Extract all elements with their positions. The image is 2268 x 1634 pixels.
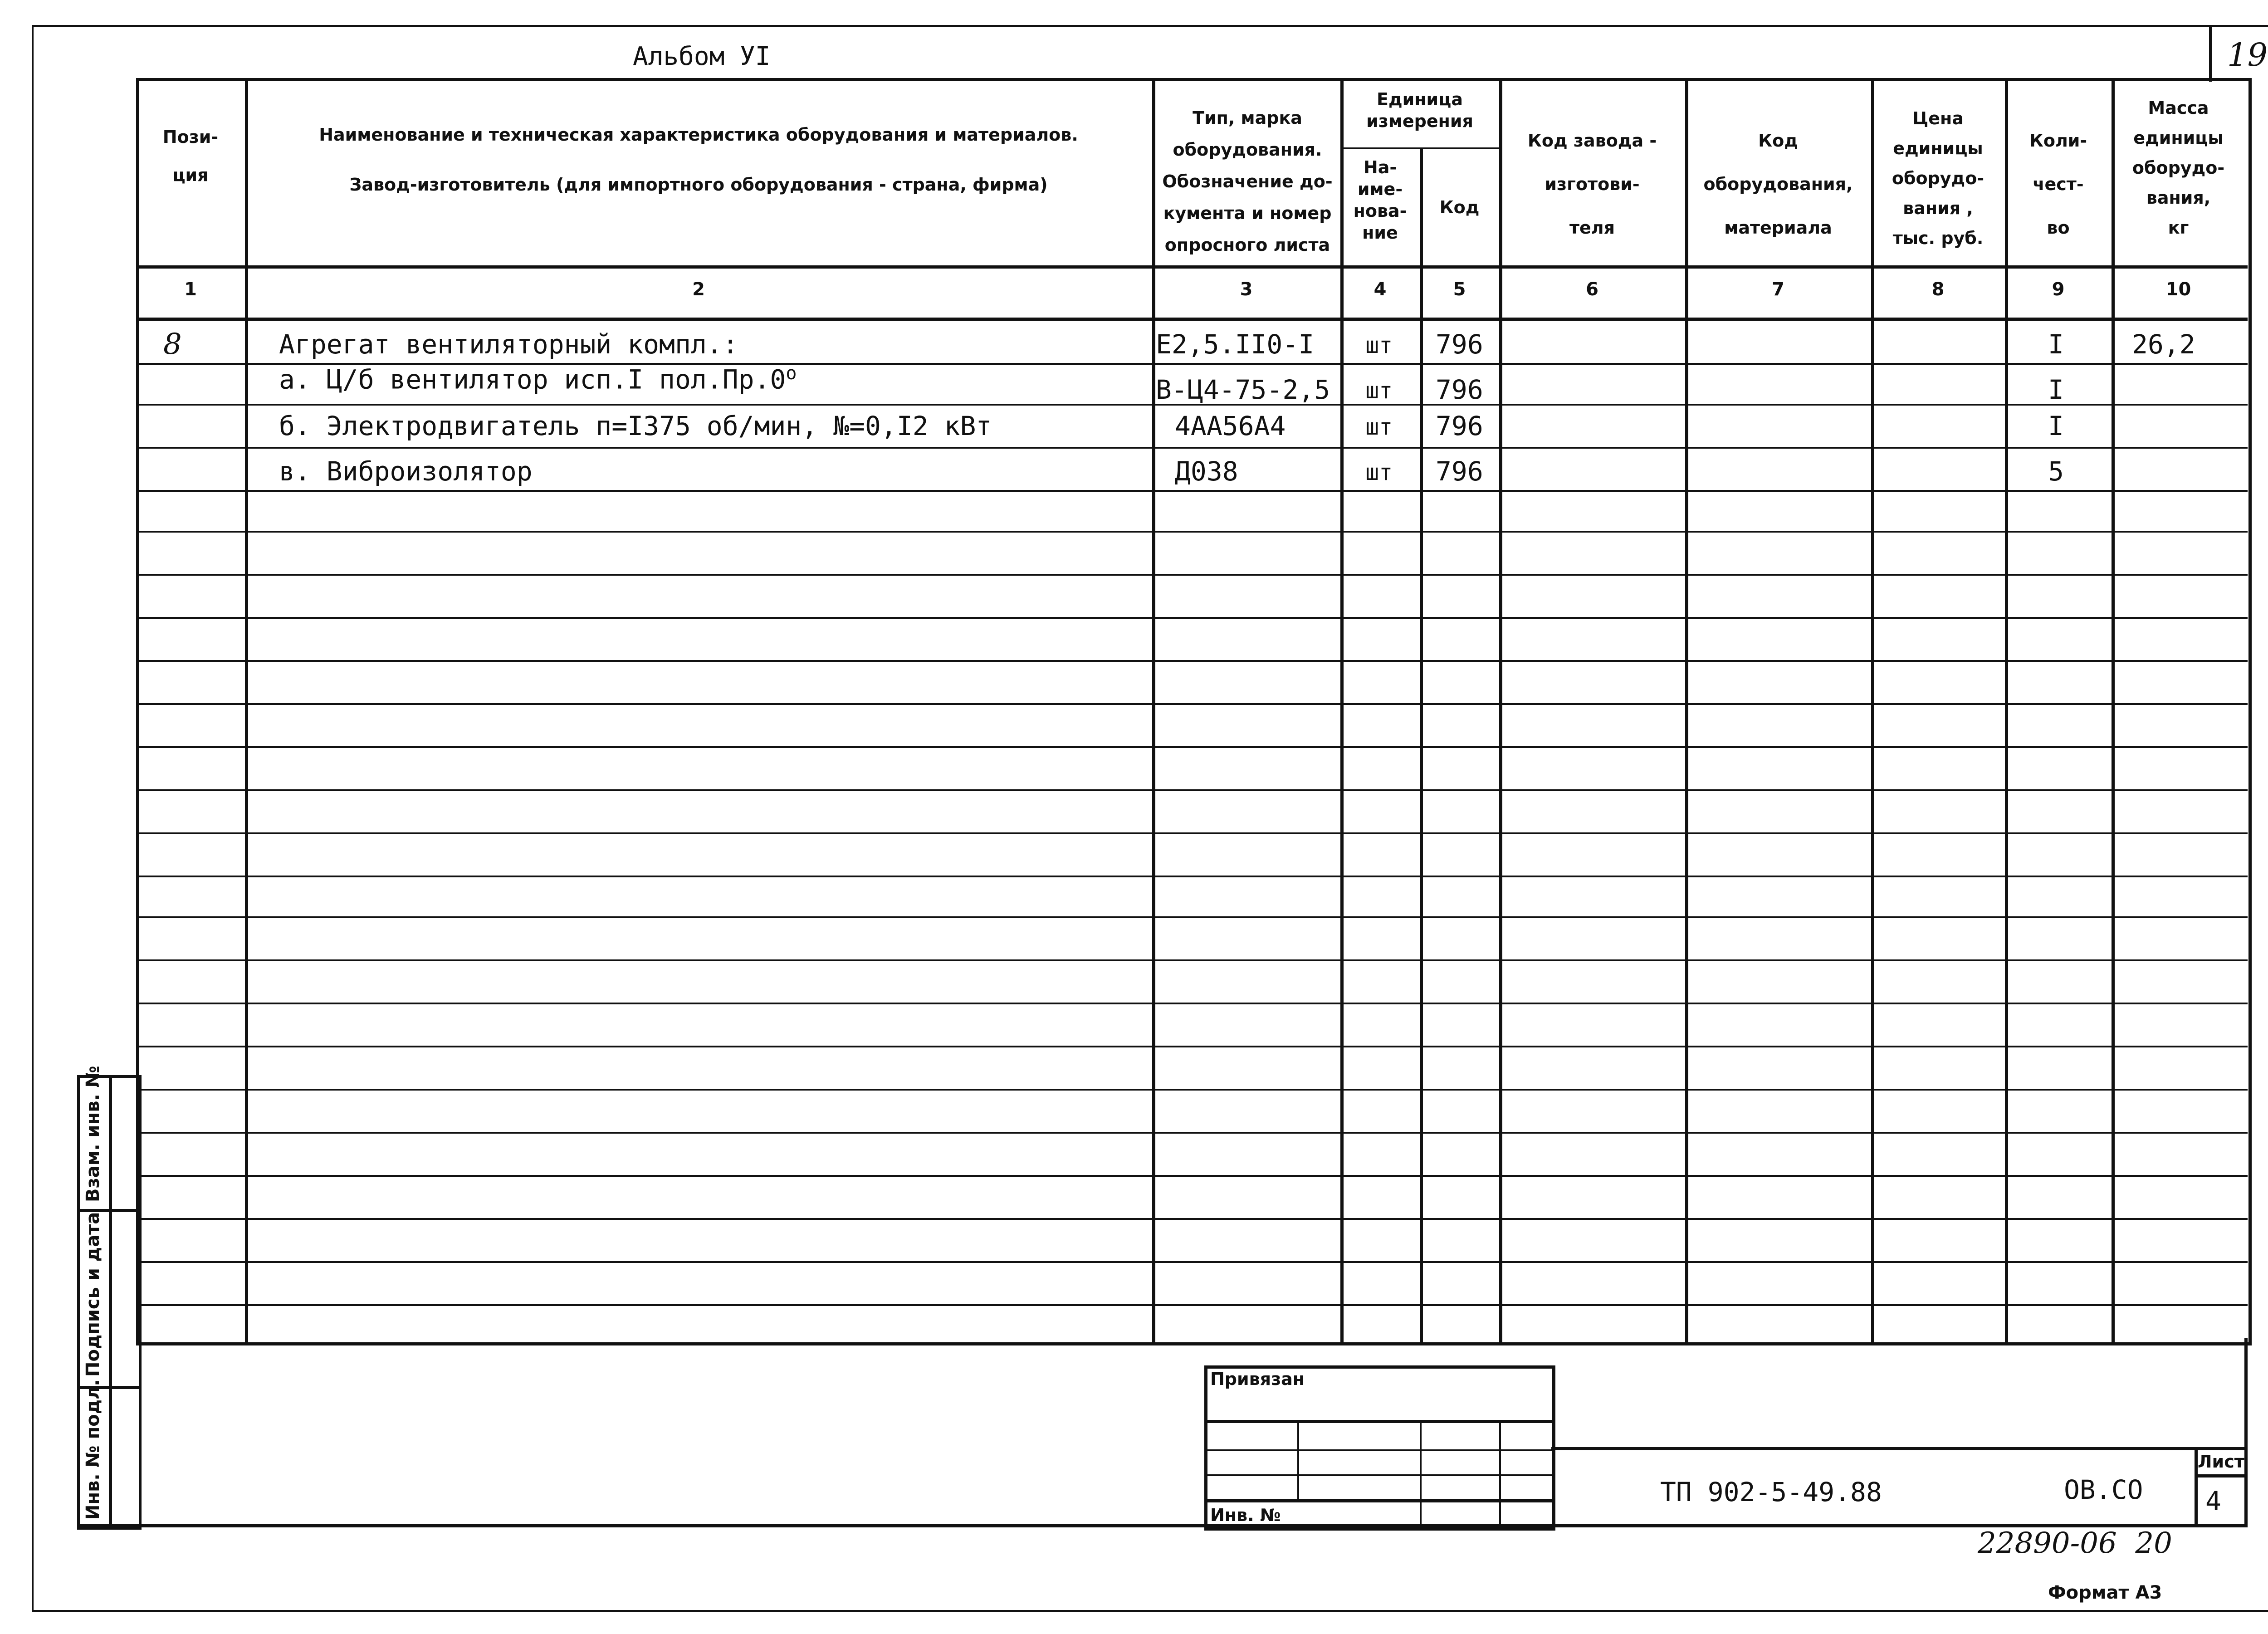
header-col6-line1: Код завода -: [1527, 131, 1657, 151]
header-col3: [1154, 102, 1340, 261]
row4-type: Д038: [1175, 456, 1238, 487]
header-unit-group: [1340, 88, 1499, 132]
row-line: [136, 1003, 2248, 1004]
album-title: Альбом УI: [633, 42, 771, 71]
header-col8-line5: тыс. руб.: [1892, 228, 1984, 248]
header-col6-line3: теля: [1569, 218, 1615, 238]
header-col3-line1: Тип, марка: [1193, 108, 1302, 128]
privyazan-vline-2: [1420, 1420, 1422, 1526]
header-col2-line1: Наименование и техническая характеристика оборудования и материалов.: [319, 125, 1078, 145]
header-col5: Код: [1439, 197, 1480, 217]
col-line-9: [2112, 78, 2115, 1344]
row1-code: 796: [1436, 329, 1483, 360]
header-col1: [136, 122, 245, 190]
header-col9-line1: Коли-: [2029, 131, 2087, 151]
header-col8-line3: оборудо-: [1892, 168, 1984, 188]
row-line: [136, 531, 2248, 533]
row3-unit: шт: [1365, 414, 1393, 440]
page-number-box-left: [2209, 25, 2212, 82]
side-label-inv: Инв. № подл.: [83, 1379, 103, 1520]
privyazan-label: Привязан: [1210, 1369, 1305, 1389]
list-box-mid: [2195, 1474, 2247, 1477]
col-line-6: [1685, 78, 1688, 1344]
title-block-top: [1551, 1447, 2248, 1450]
row3-code: 796: [1436, 411, 1483, 441]
bottom-frame-right: [2244, 1338, 2248, 1527]
row2-code: 796: [1436, 374, 1483, 405]
bottom-frame-line: [77, 1524, 2248, 1527]
row1-unit: шт: [1365, 332, 1393, 358]
row-line: [136, 1304, 2248, 1306]
col-line-5: [1499, 78, 1502, 1344]
row2-type: В-Ц4-75-2,5: [1156, 374, 1330, 405]
header-col9: [2005, 119, 2112, 250]
header-col7: [1685, 119, 1871, 250]
privyazan-line-2: [1204, 1449, 1554, 1451]
doc-code: ТП 902-5-49.88: [1660, 1477, 1882, 1507]
row-line: [136, 959, 2248, 961]
column-number-2: 2: [692, 279, 705, 300]
col-line-7: [1871, 78, 1874, 1344]
row1-mass: 26,2: [2132, 329, 2195, 360]
column-number-10: 10: [2165, 279, 2191, 300]
row-line: [136, 1132, 2248, 1134]
row-line: [136, 876, 2248, 877]
header-col10-line3: оборудо-: [2132, 158, 2225, 178]
header-col2-line2: Завод-изготовитель (для импортного оборудования - страна, фирма): [349, 175, 1048, 195]
header-col2: [254, 120, 1143, 199]
header-col10-line2: единицы: [2133, 128, 2224, 148]
header-col3-line5: опросного листа: [1164, 235, 1330, 255]
col-line-1: [245, 78, 248, 1344]
row3-name: б. Электродвигатель п=I375 об/мин, №=0,I2 кВт: [279, 411, 992, 441]
privyazan-line-4: [1204, 1499, 1554, 1502]
row1-name: Агрегат вентиляторный компл.:: [279, 329, 738, 360]
row-line: [136, 617, 2248, 619]
row2-unit: шт: [1365, 377, 1393, 404]
header-col7-line2: оборудования,: [1703, 174, 1853, 194]
column-number-3: 3: [1240, 279, 1253, 300]
row-line: [136, 1175, 2248, 1177]
row-line: [136, 789, 2248, 791]
col-line-3: [1340, 78, 1344, 1344]
header-col6-line2: изготови-: [1545, 174, 1640, 194]
column-number-line: [136, 318, 2248, 321]
header-col10-line1: Масса: [2148, 98, 2209, 118]
header-col4: [1340, 157, 1420, 244]
header-unit-group-line1: Единица: [1377, 89, 1463, 109]
page-number-handwritten: 19: [2227, 36, 2268, 73]
row-line: [136, 1218, 2248, 1220]
privyazan-line-1: [1204, 1420, 1554, 1423]
header-col1-line1: Пози-: [162, 127, 219, 147]
row1-position: 8: [163, 328, 182, 361]
row-line: [136, 746, 2248, 748]
column-number-9: 9: [2052, 279, 2065, 300]
column-number-5: 5: [1453, 279, 1466, 300]
list-number: 4: [2205, 1486, 2221, 1517]
row-line: [136, 574, 2248, 576]
row4-name: в. Виброизолятор: [279, 456, 533, 487]
header-col9-line2: чест-: [2033, 174, 2084, 194]
row-line: [136, 660, 2248, 662]
header-col10-line4: вания,: [2146, 188, 2211, 208]
header-col4-line3: нова-: [1353, 201, 1407, 221]
header-col4-line1: На-: [1363, 157, 1397, 177]
privyazan-line-3: [1204, 1474, 1554, 1476]
row-line: [136, 703, 2248, 705]
row-line: [136, 916, 2248, 918]
privyazan-vline-1: [1297, 1420, 1299, 1499]
privyazan-vline-3: [1499, 1420, 1501, 1526]
header-col6: [1499, 119, 1685, 250]
column-number-1: 1: [184, 279, 197, 300]
row4-unit: шт: [1365, 459, 1393, 485]
col-line-2: [1152, 78, 1155, 1344]
row-line: [136, 1046, 2248, 1047]
row2-name: [279, 363, 797, 395]
header-col1-line2: ция: [172, 165, 209, 185]
header-unit-group-line2: измерения: [1366, 111, 1473, 131]
side-label-vzam: Взам. инв. №: [83, 1066, 103, 1202]
row1-qty: I: [2048, 329, 2064, 360]
header-col9-line3: во: [2047, 218, 2070, 238]
header-col7-line3: материала: [1724, 218, 1832, 238]
row-line: [136, 490, 2248, 492]
header-col4-line4: ние: [1362, 223, 1398, 243]
header-col8-line1: Цена: [1912, 108, 1964, 128]
bottom-handwritten-number: 22890-06 20: [1978, 1526, 2172, 1560]
column-number-8: 8: [1931, 279, 1945, 300]
format-label: Формат А3: [2048, 1582, 2162, 1603]
header-col3-line3: Обозначение до-: [1162, 171, 1333, 191]
row2-qty: I: [2048, 374, 2064, 405]
column-number-6: 6: [1586, 279, 1598, 300]
row-line: [136, 1261, 2248, 1263]
header-col3-line4: кумента и номер: [1163, 203, 1332, 223]
row2-name-sup: о: [786, 363, 797, 384]
list-label: Лист: [2198, 1452, 2244, 1472]
header-col10: [2112, 93, 2245, 243]
inv-no-label: Инв. №: [1210, 1505, 1281, 1525]
header-col8-line2: единицы: [1893, 138, 1983, 158]
column-number-7: 7: [1772, 279, 1784, 300]
row3-qty: I: [2048, 411, 2064, 441]
row1-type: Е2,5.II0-I: [1156, 329, 1315, 360]
sheet-code: ОВ.СО: [2064, 1474, 2143, 1505]
header-col8: [1871, 103, 2005, 253]
row-line: [136, 832, 2248, 834]
column-number-4: 4: [1374, 279, 1387, 300]
header-col3-line2: оборудования.: [1173, 140, 1322, 160]
row2-name-text: а. Ц/б вентилятор исп.I пол.Пр.0: [279, 364, 786, 395]
row3-type: 4АА56А4: [1175, 411, 1286, 441]
header-col7-line1: Код: [1758, 131, 1798, 151]
header-col10-line5: кг: [2168, 218, 2189, 238]
row4-qty: 5: [2048, 456, 2064, 487]
header-col8-line4: вания ,: [1903, 198, 1973, 218]
row-line: [136, 1089, 2248, 1091]
side-strip-divider: [109, 1075, 112, 1527]
row4-code: 796: [1436, 456, 1483, 487]
header-bottom-line: [136, 265, 2248, 269]
header-col4-line2: име-: [1357, 179, 1403, 199]
col-line-4: [1420, 147, 1423, 1344]
row-line: [136, 447, 2248, 449]
list-box-left: [2195, 1447, 2198, 1527]
col-line-8: [2005, 78, 2008, 1344]
side-label-podpis: Подпись и дата: [83, 1212, 103, 1377]
